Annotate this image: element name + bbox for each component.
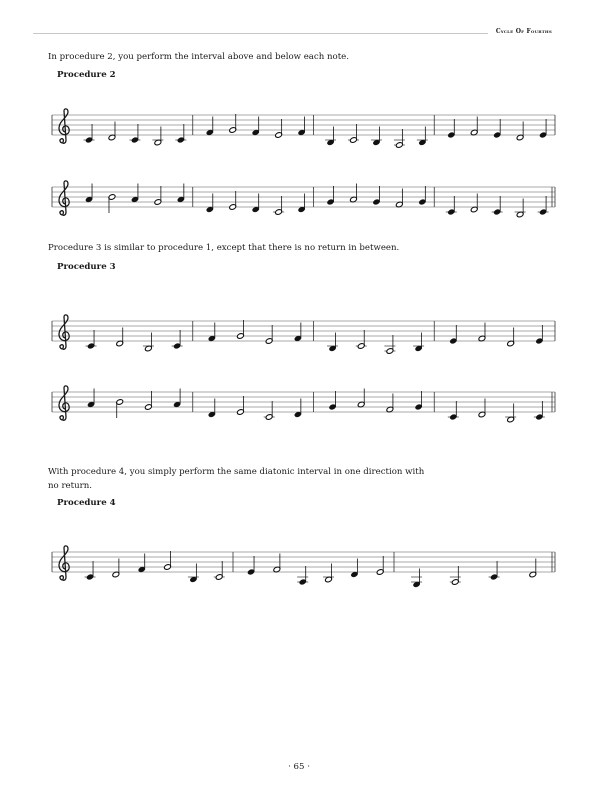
quarter-note [131, 184, 139, 203]
quarter-note [252, 194, 260, 213]
half-note [323, 564, 334, 583]
quarter-note [327, 333, 338, 352]
quarter-note [325, 127, 336, 146]
half-note [273, 554, 281, 573]
quarter-note [206, 117, 214, 136]
quarter-note [493, 119, 501, 138]
half-note [154, 186, 162, 205]
half-note [108, 194, 116, 213]
staff-svg [52, 315, 555, 349]
quarter-note [85, 561, 96, 580]
quarter-note [447, 119, 455, 138]
half-note [470, 194, 478, 213]
quarter-note [87, 389, 95, 408]
quarter-note [413, 333, 424, 352]
half-note [143, 333, 154, 352]
half-note [394, 129, 405, 148]
quarter-note [417, 127, 428, 146]
half-note [214, 561, 225, 580]
half-note [273, 196, 284, 215]
procedure-3-staff-2 [52, 386, 555, 418]
quarter-note [448, 401, 459, 420]
quarter-note [535, 325, 543, 344]
procedure-3-intro: Procedure 3 is similar to procedure 1, except that there is no return in between. [48, 243, 400, 253]
quarter-note [294, 323, 302, 342]
treble-clef-icon [59, 546, 69, 580]
procedure-2-staff-2 [52, 181, 555, 213]
quarter-note [247, 556, 255, 575]
staff-svg [52, 386, 555, 420]
half-note [229, 114, 237, 133]
half-note [350, 184, 358, 203]
half-note [144, 391, 152, 410]
quarter-note [329, 391, 337, 410]
quarter-note [492, 196, 503, 215]
half-note [348, 124, 359, 143]
treble-clef-icon [59, 109, 69, 143]
half-note [265, 325, 273, 344]
procedure-4-intro: With procedure 4, you simply perform the same diatonic interval in one direction with no return. [48, 467, 425, 491]
quarter-note [371, 127, 382, 146]
quarter-note [208, 399, 216, 418]
half-note [384, 335, 395, 354]
quarter-note [138, 554, 146, 573]
half-note [116, 328, 124, 347]
quarter-note [446, 196, 457, 215]
half-note [450, 566, 461, 585]
quarter-note [350, 559, 358, 578]
half-note [478, 399, 486, 418]
quarter-note [84, 124, 95, 143]
page-number: · 65 · [288, 762, 310, 772]
quarter-note [86, 330, 97, 349]
quarter-note [172, 330, 183, 349]
treble-clef-icon [59, 386, 69, 420]
procedure-2-staff-1 [52, 109, 555, 141]
quarter-note [489, 561, 500, 580]
half-note [515, 199, 526, 218]
quarter-note [129, 124, 140, 143]
quarter-note [188, 564, 199, 583]
procedure-3-staff-1 [52, 315, 555, 347]
half-note [395, 189, 403, 208]
quarter-note [208, 323, 216, 342]
quarter-note [373, 186, 381, 205]
header-rule [33, 33, 488, 34]
quarter-note [85, 184, 93, 203]
quarter-note [298, 194, 306, 213]
procedure-4-heading: Procedure 4 [57, 498, 116, 508]
quarter-note [252, 117, 260, 136]
running-head: Cycle Of Fourths [495, 28, 552, 35]
quarter-note [538, 196, 549, 215]
procedure-3-heading: Procedure 3 [57, 262, 116, 272]
half-note [237, 320, 245, 339]
quarter-note [298, 117, 306, 136]
half-note [108, 122, 116, 141]
procedure-4-staff-1 [52, 546, 555, 578]
quarter-note [327, 186, 335, 205]
staff-svg [52, 109, 555, 143]
half-note [356, 330, 367, 349]
procedure-2-intro: In procedure 2, you perform the interval above and below each note. [48, 52, 349, 62]
quarter-note [411, 569, 422, 588]
half-note [152, 127, 163, 146]
half-note [264, 401, 275, 420]
half-note [505, 404, 516, 423]
quarter-note [418, 186, 426, 205]
half-note [507, 328, 515, 347]
half-note [478, 323, 486, 342]
half-note [386, 394, 394, 413]
half-note [229, 191, 237, 210]
quarter-note [539, 119, 547, 138]
quarter-note [175, 124, 186, 143]
half-note [112, 559, 120, 578]
half-note [357, 389, 365, 408]
treble-clef-icon [59, 315, 69, 349]
treble-clef-icon [59, 181, 69, 215]
half-note [470, 117, 478, 136]
half-note [529, 559, 537, 578]
staff-svg [52, 546, 555, 580]
quarter-note [297, 566, 308, 585]
half-note [275, 119, 283, 138]
procedure-2-heading: Procedure 2 [57, 70, 116, 80]
half-note [516, 122, 524, 141]
quarter-note [206, 194, 214, 213]
quarter-note [449, 325, 457, 344]
half-note [164, 551, 172, 570]
staff-svg [52, 181, 555, 215]
quarter-note [173, 389, 181, 408]
quarter-note [294, 399, 302, 418]
quarter-note [177, 184, 185, 203]
half-note [116, 399, 124, 418]
quarter-note [415, 391, 423, 410]
half-note [376, 556, 384, 575]
quarter-note [534, 401, 545, 420]
half-note [237, 396, 245, 415]
